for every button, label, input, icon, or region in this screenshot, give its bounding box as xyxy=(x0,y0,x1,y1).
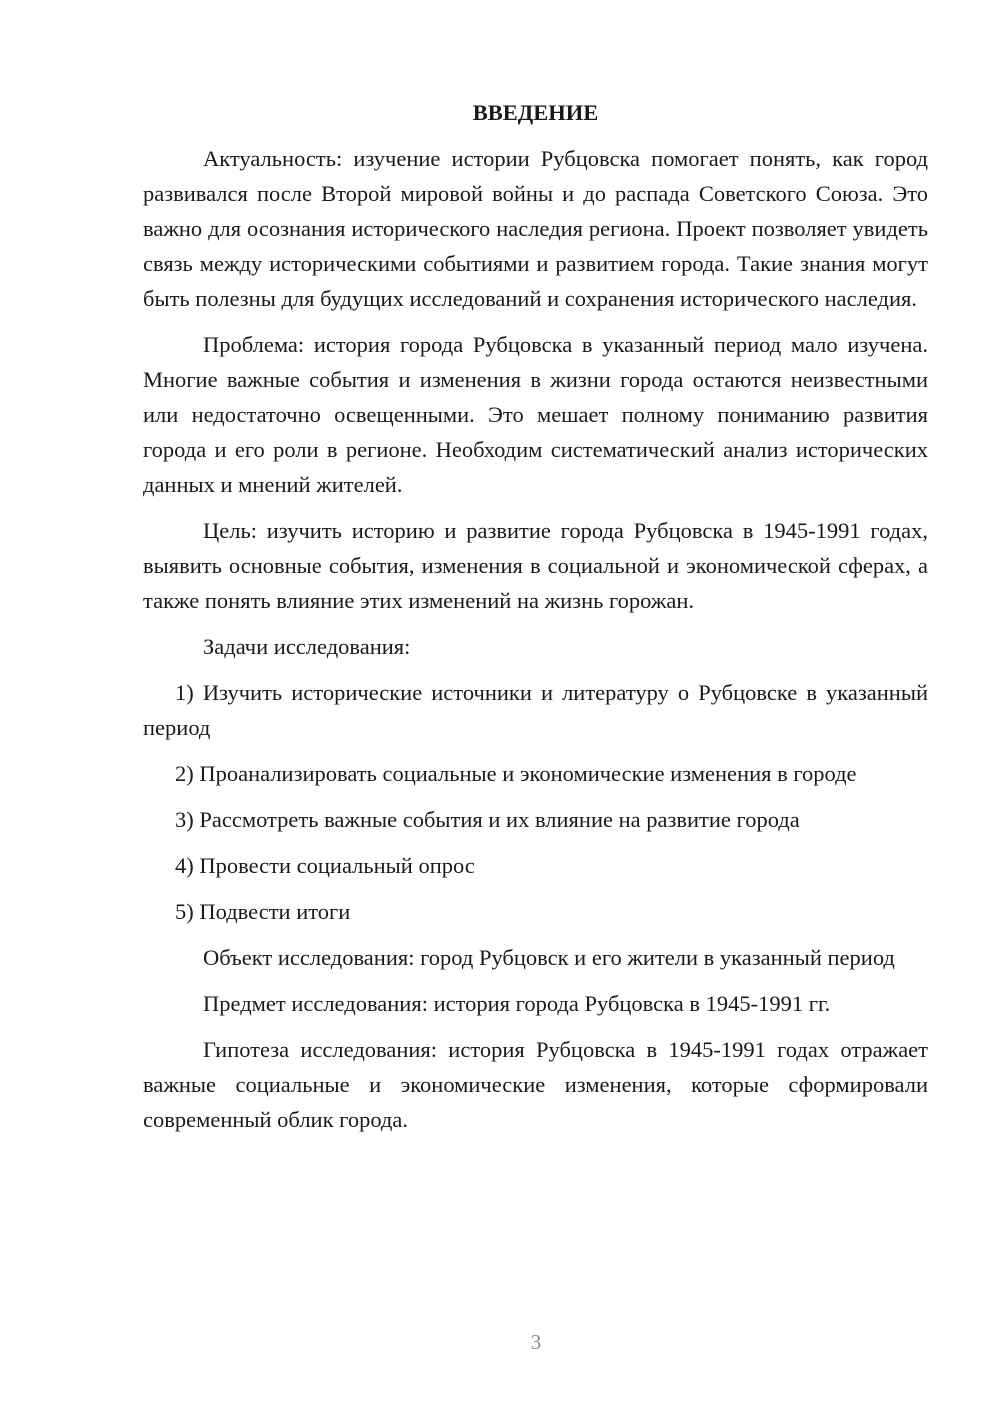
paragraph-subject: Предмет исследования: история города Рубцовска в 1945-1991 гг. xyxy=(203,991,831,1016)
paragraph-object: Объект исследования: город Рубцовск и его жители в указанный период xyxy=(203,945,895,970)
page-title: ВВЕДЕНИЕ xyxy=(472,100,599,125)
paragraph-relevance: Актуальность: изучение истории Рубцовска помогает понять, как город развивался после Второй мировой войны и до распада Советского Союза. Это важно для осознания исторического наследия региона. Проект позволяет увидеть связь между историческими событиями и развитием города. Такие знания могут быть полезны для будущих исследований и сохранения исторического наследия. xyxy=(143,146,928,311)
tasks-list xyxy=(143,675,928,929)
paragraph-goal: Цель: изучить историю и развитие города Рубцовска в 1945-1991 годах, выявить основные события, изменения в социальной и экономической сферах, а также понять влияние этих изменений на жизнь горожан. xyxy=(143,518,928,613)
list-item: 4) Провести социальный опрос xyxy=(175,853,475,878)
list-item: 1) Изучить исторические источники и литературу о Рубцовске в указанный период xyxy=(143,680,928,740)
paragraph-problem: Проблема: история города Рубцовска в указанный период мало изучена. Многие важные события и изменения в жизни города остаются неизвестными или недостаточно освещенными. Это мешает полному пониманию развития города и его роли в регионе. Необходим систематический анализ исторических данных и мнений жителей. xyxy=(143,332,928,497)
list-item: 5) Подвести итоги xyxy=(175,899,351,924)
paragraph-hypothesis: Гипотеза исследования: история Рубцовска в 1945-1991 годах отражает важные социальные и экономические изменения, которые сформировали современный облик города. xyxy=(143,1037,928,1132)
page-number: 3 xyxy=(530,1330,542,1354)
list-item: 2) Проанализировать социальные и экономические изменения в городе xyxy=(175,761,857,786)
tasks-heading: Задачи исследования: xyxy=(203,634,411,659)
document-body xyxy=(143,95,928,1137)
list-item: 3) Рассмотреть важные события и их влияние на развитие города xyxy=(175,807,800,832)
